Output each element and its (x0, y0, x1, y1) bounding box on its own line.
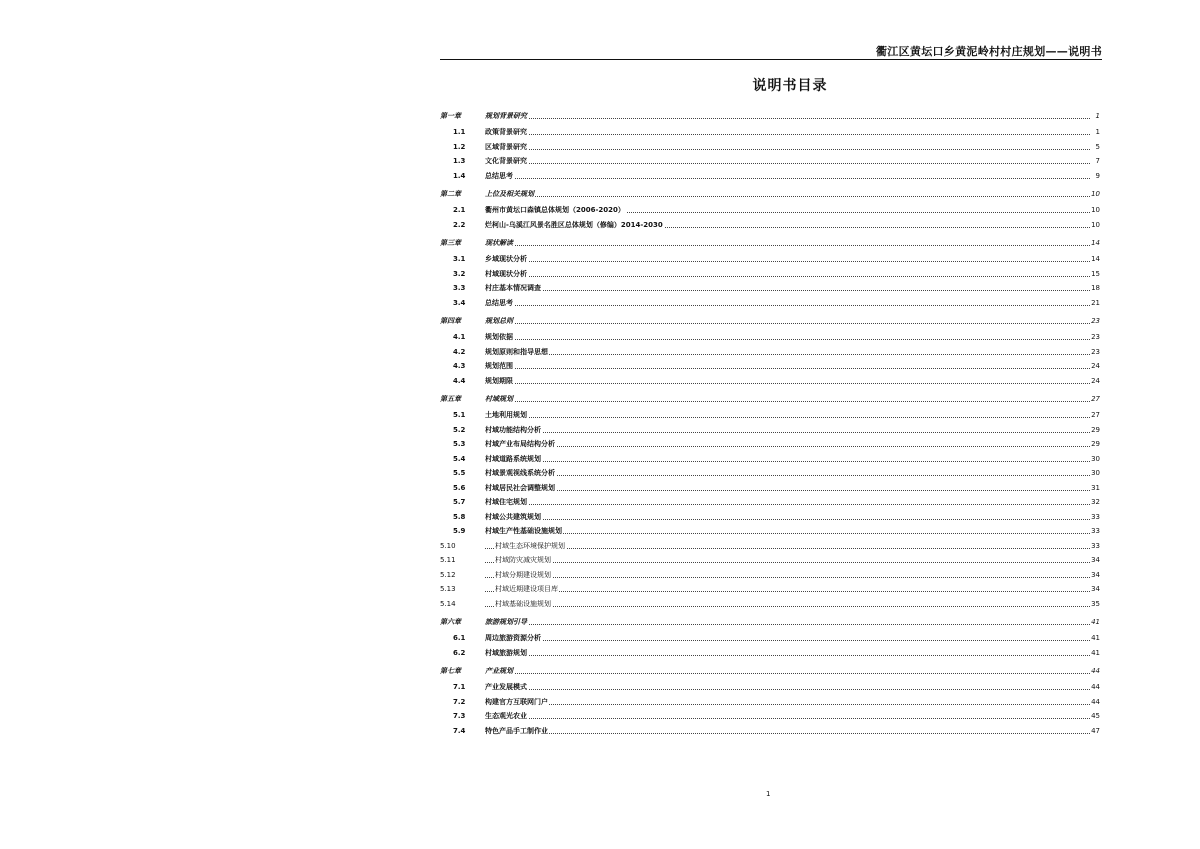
toc-entry-label: 旅游规划引导 (485, 614, 528, 631)
toc-entry-page: 1 (1095, 125, 1100, 140)
toc-entry-page: 44 (1090, 695, 1100, 710)
toc-entry-page: 30 (1090, 466, 1100, 481)
toc-section-row[interactable] (440, 452, 1100, 467)
header-rule (440, 59, 1102, 60)
toc-entry-page: 29 (1090, 437, 1100, 452)
toc-entry-label: 规划背景研究 (485, 108, 528, 125)
toc-entry-page: 33 (1090, 524, 1100, 539)
toc-entry-page: 34 (1090, 553, 1100, 568)
toc-entry-number: 7.4 (453, 726, 466, 735)
toc-entry-label: 村域景观视线系统分析 (485, 466, 556, 481)
toc-entry-page: 18 (1090, 281, 1100, 296)
toc-dot-leader (485, 591, 1090, 592)
toc-entry-number: 第四章 (440, 317, 461, 325)
toc-entry-label: 产业发展模式 (485, 680, 528, 695)
toc-section-row[interactable] (440, 374, 1100, 389)
toc-entry-label: 规划依据 (485, 330, 514, 345)
toc-entry-label: 村域近期建设项目库 (495, 582, 559, 597)
toc-dot-leader (485, 562, 1090, 563)
toc-entry-page: 31 (1090, 481, 1100, 496)
toc-entry-number: 5.9 (453, 527, 466, 535)
toc-entry-label: 规划总则 (485, 313, 514, 330)
toc-entry-number: 1.1 (453, 128, 466, 136)
toc-entry-number: 3.2 (453, 269, 466, 278)
toc-dot-leader (485, 533, 1090, 534)
toc-entry-number: 5.1 (453, 411, 466, 419)
toc-entry-number: 5.4 (453, 454, 466, 463)
toc-dot-leader (485, 689, 1090, 690)
toc-entry-number: 第一章 (440, 112, 461, 120)
toc-entry-number: 7.3 (453, 712, 466, 720)
toc-entry-page: 14 (1090, 235, 1100, 252)
toc-entry-number: 5.2 (453, 425, 466, 434)
toc-section-row[interactable] (440, 646, 1100, 661)
toc-section-row[interactable] (440, 631, 1100, 646)
toc-entry-label: 文化背景研究 (485, 154, 528, 169)
toc-section-row[interactable] (440, 568, 1100, 583)
running-header: 衢江区黄坛口乡黄泥岭村村庄规划——说明书 (876, 45, 1102, 58)
toc-entry-label: 村域分期建设规划 (495, 568, 552, 583)
toc-entry-label: 村域基础设施规划 (495, 597, 552, 612)
toc-chapter-row[interactable] (440, 663, 1100, 680)
table-of-contents (440, 108, 1100, 738)
toc-entry-number: 5.10 (440, 541, 456, 550)
toc-entry-number: 1.3 (453, 157, 466, 165)
toc-section-row[interactable] (440, 582, 1100, 597)
toc-entry-number: 3.1 (453, 255, 466, 263)
toc-dot-leader (485, 401, 1090, 402)
toc-entry-label: 村域产业布局结构分析 (485, 437, 556, 452)
toc-entry-page: 27 (1090, 391, 1100, 408)
toc-section-row[interactable] (440, 359, 1100, 374)
toc-dot-leader (485, 134, 1090, 135)
toc-dot-leader (485, 163, 1090, 164)
toc-dot-leader (485, 196, 1090, 197)
toc-entry-label: 村域住宅规划 (485, 495, 528, 510)
toc-dot-leader (485, 118, 1090, 119)
toc-entry-label: 村域生产性基础设施规划 (485, 524, 563, 539)
toc-dot-leader (485, 339, 1090, 340)
toc-entry-label: 生态观光农业 (485, 709, 528, 724)
toc-entry-label: 村域现状分析 (485, 267, 528, 282)
toc-entry-number: 6.2 (453, 648, 466, 657)
toc-entry-page: 10 (1090, 218, 1100, 233)
toc-dot-leader (485, 383, 1090, 384)
toc-section-row[interactable] (440, 154, 1100, 169)
toc-dot-leader (485, 323, 1090, 324)
toc-entry-label: 总结思考 (485, 169, 514, 184)
toc-entry-number: 1.2 (453, 142, 466, 151)
toc-entry-page: 7 (1095, 154, 1100, 169)
toc-dot-leader (485, 519, 1090, 520)
toc-section-row[interactable] (440, 125, 1100, 140)
toc-entry-number: 1.4 (453, 171, 466, 180)
toc-entry-number: 第三章 (440, 239, 461, 247)
toc-dot-leader (485, 606, 1090, 607)
toc-dot-leader (485, 733, 1090, 734)
toc-section-row[interactable] (440, 524, 1100, 539)
toc-entry-label: 周边旅游资源分析 (485, 631, 542, 646)
toc-entry-page: 41 (1090, 614, 1100, 631)
toc-section-row[interactable] (440, 281, 1100, 296)
toc-entry-page: 45 (1090, 709, 1100, 724)
toc-section-row[interactable] (440, 510, 1100, 525)
toc-entry-label: 村域道路系统规划 (485, 452, 542, 467)
toc-chapter-row[interactable] (440, 391, 1100, 408)
toc-chapter-row[interactable] (440, 313, 1100, 330)
toc-entry-label: 上位及相关规划 (485, 186, 535, 203)
toc-section-row[interactable] (440, 345, 1100, 360)
toc-entry-number: 4.3 (453, 362, 466, 370)
toc-entry-label: 村域防灾减灾规划 (495, 553, 552, 568)
toc-entry-number: 第二章 (440, 190, 461, 198)
toc-entry-number: 5.11 (440, 556, 456, 564)
toc-entry-page: 21 (1090, 296, 1100, 311)
toc-dot-leader (485, 261, 1090, 262)
toc-dot-leader (485, 673, 1090, 674)
toc-entry-label: 村域生态环境保护规划 (495, 539, 566, 554)
toc-entry-page: 15 (1090, 267, 1100, 282)
toc-entry-number: 5.8 (453, 512, 466, 521)
toc-section-row[interactable] (440, 695, 1100, 710)
toc-section-row[interactable] (440, 724, 1100, 739)
toc-entry-label: 现状解读 (485, 235, 514, 252)
toc-entry-number: 5.14 (440, 599, 456, 608)
toc-entry-page: 1 (1095, 108, 1100, 125)
toc-entry-number: 2.1 (453, 206, 466, 214)
toc-section-row[interactable] (440, 437, 1100, 452)
toc-section-row[interactable] (440, 423, 1100, 438)
toc-entry-label: 村域公共建筑规划 (485, 510, 542, 525)
toc-entry-number: 5.7 (453, 498, 466, 506)
toc-entry-page: 44 (1090, 663, 1100, 680)
toc-entry-label: 总结思考 (485, 296, 514, 311)
toc-section-row[interactable] (440, 709, 1100, 724)
toc-dot-leader (485, 276, 1090, 277)
toc-entry-label: 村域旅游规划 (485, 646, 528, 661)
toc-entry-page: 44 (1090, 680, 1100, 695)
toc-section-row[interactable] (440, 539, 1100, 554)
toc-entry-label: 特色产品手工制作业 (485, 724, 549, 739)
toc-section-row[interactable] (440, 296, 1100, 311)
toc-entry-label: 产业规划 (485, 663, 514, 680)
toc-section-row[interactable] (440, 466, 1100, 481)
toc-dot-leader (485, 149, 1090, 150)
toc-entry-page: 27 (1090, 408, 1100, 423)
toc-entry-page: 32 (1090, 495, 1100, 510)
toc-dot-leader (485, 417, 1090, 418)
toc-title: 说明书目录 (752, 78, 828, 94)
toc-entry-page: 14 (1090, 252, 1100, 267)
toc-section-row[interactable] (440, 267, 1100, 282)
toc-dot-leader (485, 432, 1090, 433)
toc-entry-page: 30 (1090, 452, 1100, 467)
toc-chapter-row[interactable] (440, 614, 1100, 631)
toc-entry-label: 规划期限 (485, 374, 514, 389)
toc-dot-leader (485, 655, 1090, 656)
toc-entry-number: 6.1 (453, 634, 466, 642)
toc-section-row[interactable] (440, 252, 1100, 267)
toc-dot-leader (485, 704, 1090, 705)
toc-entry-label: 村域功能结构分析 (485, 423, 542, 438)
toc-section-row[interactable] (440, 169, 1100, 184)
toc-entry-page: 47 (1090, 724, 1100, 739)
toc-section-row[interactable] (440, 140, 1100, 155)
toc-entry-number: 4.1 (453, 333, 466, 341)
toc-dot-leader (485, 290, 1090, 291)
toc-entry-page: 9 (1095, 169, 1100, 184)
toc-entry-page: 41 (1090, 631, 1100, 646)
toc-dot-leader (485, 245, 1090, 246)
toc-entry-label: 村域规划 (485, 391, 514, 408)
toc-entry-page: 24 (1090, 359, 1100, 374)
toc-entry-number: 5.6 (453, 483, 466, 492)
toc-entry-label: 政策背景研究 (485, 125, 528, 140)
toc-dot-leader (485, 548, 1090, 549)
toc-chapter-row[interactable] (440, 235, 1100, 252)
toc-entry-number: 5.3 (453, 440, 466, 448)
toc-entry-label: 规划原则和指导思想 (485, 345, 549, 360)
toc-entry-label: 区域背景研究 (485, 140, 528, 155)
toc-chapter-row[interactable] (440, 108, 1100, 125)
toc-entry-number: 第五章 (440, 395, 461, 403)
toc-entry-page: 10 (1090, 186, 1100, 203)
toc-entry-label: 乡域现状分析 (485, 252, 528, 267)
toc-entry-page: 29 (1090, 423, 1100, 438)
toc-entry-number: 3.4 (453, 298, 466, 307)
toc-entry-label: 规划范围 (485, 359, 514, 374)
toc-section-row[interactable] (440, 495, 1100, 510)
toc-section-row[interactable] (440, 553, 1100, 568)
toc-dot-leader (485, 640, 1090, 641)
toc-entry-page: 33 (1090, 539, 1100, 554)
toc-dot-leader (485, 718, 1090, 719)
toc-entry-label: 构建官方互联网门户 (485, 695, 549, 710)
toc-dot-leader (485, 475, 1090, 476)
toc-section-row[interactable] (440, 597, 1100, 612)
toc-dot-leader (485, 354, 1090, 355)
toc-entry-page: 33 (1090, 510, 1100, 525)
toc-section-row[interactable] (440, 218, 1100, 233)
toc-entry-page: 34 (1090, 582, 1100, 597)
toc-section-row[interactable] (440, 481, 1100, 496)
toc-chapter-row[interactable] (440, 186, 1100, 203)
toc-entry-number: 第六章 (440, 618, 461, 626)
toc-entry-page: 23 (1090, 313, 1100, 330)
toc-entry-number: 7.2 (453, 697, 466, 706)
toc-entry-number: 7.1 (453, 683, 466, 691)
footer-page-number: 1 (766, 790, 771, 798)
toc-entry-page: 34 (1090, 568, 1100, 583)
toc-section-row[interactable] (440, 408, 1100, 423)
toc-entry-page: 35 (1090, 597, 1100, 612)
toc-entry-number: 3.3 (453, 284, 466, 292)
toc-section-row[interactable] (440, 330, 1100, 345)
toc-entry-number: 4.4 (453, 376, 466, 385)
toc-entry-label: 衢州市黄坛口森镇总体规划（2006-2020） (485, 203, 626, 218)
toc-dot-leader (485, 178, 1090, 179)
toc-entry-label: 烂柯山-乌溪江风景名胜区总体规划（修编）2014-2030 (485, 218, 664, 233)
toc-entry-number: 5.5 (453, 469, 466, 477)
toc-entry-number: 5.13 (440, 585, 456, 593)
toc-dot-leader (485, 504, 1090, 505)
toc-entry-number: 5.12 (440, 570, 456, 579)
toc-entry-number: 2.2 (453, 220, 466, 229)
toc-dot-leader (485, 490, 1090, 491)
toc-entry-page: 24 (1090, 374, 1100, 389)
toc-entry-number: 第七章 (440, 667, 461, 675)
toc-entry-page: 23 (1090, 345, 1100, 360)
toc-entry-number: 4.2 (453, 347, 466, 356)
toc-section-row[interactable] (440, 680, 1100, 695)
toc-entry-label: 土地利用规划 (485, 408, 528, 423)
toc-entry-page: 5 (1095, 140, 1100, 155)
toc-section-row[interactable] (440, 203, 1100, 218)
toc-entry-page: 10 (1090, 203, 1100, 218)
toc-dot-leader (485, 368, 1090, 369)
toc-entry-page: 23 (1090, 330, 1100, 345)
toc-dot-leader (485, 577, 1090, 578)
toc-dot-leader (485, 305, 1090, 306)
toc-dot-leader (485, 624, 1090, 625)
toc-entry-label: 村庄基本情况调查 (485, 281, 542, 296)
toc-dot-leader (485, 446, 1090, 447)
toc-entry-page: 41 (1090, 646, 1100, 661)
toc-dot-leader (485, 461, 1090, 462)
toc-entry-label: 村域居民社会调整规划 (485, 481, 556, 496)
